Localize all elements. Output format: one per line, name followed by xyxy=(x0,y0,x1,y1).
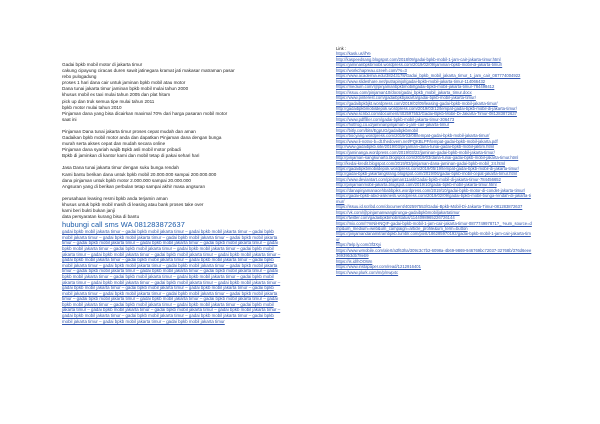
paragraph-1 xyxy=(62,62,284,123)
reference-link[interactable]: http://gadaibpkbmobildepok.wordpress.com/2019/03/12/tempat-gadai-bpkb-mobil-di-jakarta-timur/ xyxy=(336,105,517,111)
text-line: Angsuran yang di berikan perbulan tetap sampai akhir masa angsuran xyxy=(62,183,206,189)
links-label: Link : xyxy=(336,46,347,51)
paragraph-4 xyxy=(62,196,284,220)
text-line: Bpkb di jaminkan di kantor kami dan mobil tetap di pakai sehari hari xyxy=(62,153,200,159)
reference-link[interactable]: https://issuu.id.scribd.com/document/402597553/Gadai-Bpkb-Mobil-Di-Jakarta-Timur-081283872637 xyxy=(336,204,523,210)
reference-link[interactable]: https://kask.us/ifYe xyxy=(336,51,371,57)
reference-link[interactable]: http://kaspeedsang.blogspot.com/2018/09/gadai-bpkb-mobil-1-jam-cair-jakarta-timur.html xyxy=(336,56,501,62)
reference-link[interactable]: https://www.deviantart.com/pinjaman11ask/Gadai-bpkb-mobil-di-jakarta-timur-784456652 xyxy=(336,176,501,182)
reference-link[interactable]: https://www.plurk.com/m/p/nwp4c xyxy=(336,269,399,275)
reference-link[interactable]: https://jaminanbpkbmobil.wordpress.com/2019/02/09/jaminan-bpkb-mobil-di-jakarta-timur/ xyxy=(336,62,503,68)
text-line: cakung cipayung ciracas duren sawit jatinegara kramat jati makasar matraman pasar xyxy=(62,68,235,74)
reference-link[interactable]: https://gadaibpkbjkt.wordpress.com/2019/02/09/leasing-gadai-bpkb-mobil-jakarta-timur/ xyxy=(336,100,498,106)
text-line: dana pinjaman untuk bpkb motor 2.000.000 sampai 20.000.000 xyxy=(62,177,191,183)
reference-link[interactable]: https://www.li-notno-b=dt.thedovern.net/PQKBLPF/tempat-gadai-bpkb-mobil-jakarta.pdf xyxy=(336,138,498,144)
text-line: Pinjaman dana yang bisa dicairkan maximal 70% dari harga pasaran mobil motor xyxy=(62,110,228,116)
reference-link[interactable]: http://kedai-kredit.blogspot.com/2019/03/pinjaman-dana-jaminan-gadai-bpkb-mobil_24.html xyxy=(336,160,505,166)
reference-link[interactable]: http://www.gadaibpkb.site/2019/03/pinjaman-dana-tunai-gadai-bpkb-mobil-jaktim.html xyxy=(336,144,495,150)
keyword-link-block[interactable]: gadai bpkb mobil jakarta timur – gadai bpkb mobil jakarta timur – gadai bpkb mobil jakarta timur – gadai bpkb mobil jakarta timur – gadai bpkb mobil jakarta timur – gadai bpkb mobil jakarta timur – gadai bpkb mobil jakarta timur – gadai bpkb mobil jakarta timur – gadai bpkb mobil jakarta timur – gadai bpkb mobil jakarta timur – gadai bpkb mobil jakarta timur – gadai bpkb mobil jakarta timur – gadai bpkb mobil jakarta timur – gadai bpkb mobil jakarta timur – gadai bpkb mobil jakarta timur – gadai bpkb mobil jakarta timur – gadai bpkb mobil jakarta timur – gadai bpkb mobil jakarta timur – gadai bpkb mobil jakarta timur – gadai bpkb mobil jakarta timur – gadai bpkb mobil jakarta timur – gadai bpkb mobil jakarta timur – gadai bpkb mobil jakarta timur – gadai bpkb mobil jakarta timur – gadai bpkb mobil jakarta timur – gadai bpkb mobil jakarta timur – gadai bpkb mobil jakarta timur – gadai bpkb mobil jakarta timur – gadai bpkb mobil jakarta timur – gadai bpkb mobil jakarta timur – gadai bpkb mobil jakarta timur – gadai bpkb mobil jakarta timur – gadai bpkb mobil jakarta timur – gadai bpkb mobil jakarta timur – gadai bpkb mobil jakarta timur – gadai bpkb mobil jakarta timur – gadai bpkb mobil jakarta timur – gadai bpkb mobil jakarta timur – gadai bpkb mobil jakarta timur – gadai bpkb mobil jakarta timur – gadai bpkb mobil jakarta timur – gadai bpkb mobil jakarta timur – gadai bpkb mobil jakarta timur – gadai bpkb mobil jakarta timur – gadai bpkb mobil jakarta timur – gadai bpkb mobil jakarta timur – gadai bpkb mobil jakarta timur – gadai bpkb mobil jakarta timur – gadai bpkb mobil jakarta timur – gadai bpkb mobil jakarta timur – gadai bpkb mobil jakarta timur – gadai bpkb mobil jakarta timur – gadai bpkb mobil jakarta timur – gadai bpkb mobil jakarta timur – gadai bpkb mobil jakarta timur – gadai bpkb mobil jakarta timur – gadai bpkb mobil jakarta timur xyxy=(62,229,281,324)
text-line: kami beri bukti bukan janji xyxy=(62,207,115,213)
right-column xyxy=(336,46,532,275)
reference-link[interactable]: https://jaminanga.wordpress.com/2019/03/22/jaminan-gadai-bpkb-mobil-jakarta-timur/ xyxy=(336,149,495,155)
paragraph-3 xyxy=(62,165,284,189)
reference-link[interactable]: https://bocyang.wordpress.com/2019/03/08/tempat-gadai-bpkb-mobil-jakarta-timur/ xyxy=(336,133,490,139)
reference-link[interactable]: https://hotfrog.co.id/jaminanpinjaman-1-jam-cair-jakarta-timur xyxy=(336,122,450,128)
paragraph-2 xyxy=(62,129,284,159)
reference-link[interactable]: https://www.pinterest.com/gadaibpkbjakarta/gadai-bpkb-mobil-jakarta-timur/ xyxy=(336,95,476,101)
reference-link[interactable]: http://pinjamanmobil-jakarta.blogspot.com/2019/10/gadai-bpkb-mobil-jakarta-timur.html xyxy=(336,182,497,188)
text-line: data persyaratan kurang bisa di bantu xyxy=(62,214,140,220)
reference-link[interactable]: https://issuu.com/pinjaman10/docs/gadai_bpkb_mobil_jakarta_timur.docx xyxy=(336,89,472,95)
reference-link[interactable]: https://is.id/hOOWn xyxy=(336,258,373,264)
text-line: Pinjaman dana syariah wajib Bpkb asli mobil motor pribadi xyxy=(62,147,181,153)
text-line: murah serta akses cepat dan mudah secara online xyxy=(62,141,166,147)
reference-link[interactable]: https://www.slideshare.net/putrapinjol/gadai-bpkb-mobil-jakarta-timur-114066432 xyxy=(336,78,486,84)
text-line: Gadaikan bpkb mobil motor anda dan dapatkan Pinjaman dana dengan bunga xyxy=(62,135,222,141)
reference-link[interactable]: https://workchapreau.ozeeh.com/?s=3 xyxy=(336,67,407,73)
reference-link[interactable]: https://danapinjamanacehbabbpiks.wordpress.com/2019/10/gadai-bpkb-motor-di-condet-jakarta-timur/ xyxy=(336,187,526,193)
left-column xyxy=(62,62,284,324)
reference-link[interactable]: https://twitter.com/gadaibpkbmob/status/1144098965226726144 xyxy=(336,215,455,221)
text-line: rebo pulogadung xyxy=(62,74,97,80)
text-line: perusahaan leasing resmi bpkb anda terjamin aman xyxy=(62,195,168,201)
text-line: khusus mobil ex taxi mulai tahun 2005 dan plat hitam xyxy=(62,92,171,98)
reference-link[interactable]: http://gadai-bpkb-jakartangsrang.blogspot.com/2019/06/gadai-bpkb-mobil-cepat-jakarta-timur.html xyxy=(336,171,518,177)
text-line: Jasa Dana tunai jakarta timur dengan suku bunga rendah xyxy=(62,165,179,171)
link-list xyxy=(336,51,532,275)
text-line: bpkb motor mulai tahun 2010 xyxy=(62,104,122,110)
reference-link[interactable]: https://vk.com/@pinjamanwangtirunga-gadaibpkbmobiljakartatimur xyxy=(336,209,460,215)
reference-link[interactable]: https://bitly.com/bits/EgpUG/gadaibpkbmobil xyxy=(336,127,418,133)
text-line: Pinjaman Dana tunai jakarta timur proses cepat mudah dan aman xyxy=(62,128,196,134)
reference-link[interactable]: https://mix.com/!?mNiHNQIF-gadai-bpkb-mobil-1-jam-cair-jakarta-timur-087774997871?_ %um_source=dmp&um_medium=web&um_campaign=article_profile&um_term=button xyxy=(336,220,532,231)
reference-link[interactable]: https://telp.ly.com/3f3Xyi xyxy=(336,242,382,248)
text-line: Gadai bpkb mobil motor di jakarta timur xyxy=(62,62,143,67)
reference-link[interactable]: https://www.scribd.com/document/402597553/Gadai-Bpkb-Mobil-Di-Jakarta-Timur-081283872637 xyxy=(336,111,517,117)
reference-link[interactable]: https://gadaibpkbmobildepok.wordpress.com/2019/05/19/tempat-gadai-bpkb-mobil-di-jakarta-timur/ xyxy=(336,165,519,171)
reference-link[interactable]: https://www.instapaper.com/read/1212916401 xyxy=(336,264,421,270)
reference-link[interactable]: https://www.pdffiller.com/gadai-bpkb-mobil-jakarta-timur-306473 xyxy=(336,116,455,122)
hotline-text: hubungi call sms WA 081283872637 xyxy=(62,220,185,230)
text-line: saat ini xyxy=(62,116,77,122)
reference-link[interactable]: http://pinjaman-sangkunarto.blogspot.com/2019/03/dana-tunai-gadai-bpkb-mobil-jakarta-timur.html xyxy=(336,155,519,161)
reference-link[interactable]: https://gadai-bpkb-abid-asiknesti.wordpress.com/2019/02/09/gadai-bpkb-mobil-bunga-rendah-di-jakarta-timur/ xyxy=(336,193,531,204)
reference-link[interactable]: https://www.academia.edu/38243178/Gadai_bpkb_mobil_jakarta_timur_1_jam_cair_087774004922 xyxy=(336,73,521,79)
text-line: Dana tunai jakarta timur jaminan bpkb mobil mulai tahun 2000 xyxy=(62,86,189,92)
text-line: khusus untuk bpkb mobil masih di leasing atau bank proses take over xyxy=(62,201,204,207)
text-line: Kami bantu berikan dana untuk bpkb mobil 20.000.000 sampai 200.000.000 xyxy=(62,171,217,177)
text-line: pick up dan truk semua tipe mulai tahun 2011 xyxy=(62,98,155,104)
reference-link[interactable]: https://medium.com/@pinjamanbpkbmobil/gadai-bpkb-mobil-jakarta-timur-784498412 xyxy=(336,84,495,90)
reference-link[interactable]: https://pinjamandanamitrambpkb.tumblr.com/post/186285970192/gadai-bpkb-mobil-1-jam-cair-jakarta-timur xyxy=(336,231,531,242)
reference-link[interactable]: https://www.wmobile.com/alert/a3f63ha/309c3c7b2-6098a-4b69-9869-946769bc72037-32768b/376d6eee36939b3db78eb9 xyxy=(336,247,532,259)
text-line: proses 1 hari dana cair untuk jaminan bpkb mobil atau motor xyxy=(62,80,186,86)
